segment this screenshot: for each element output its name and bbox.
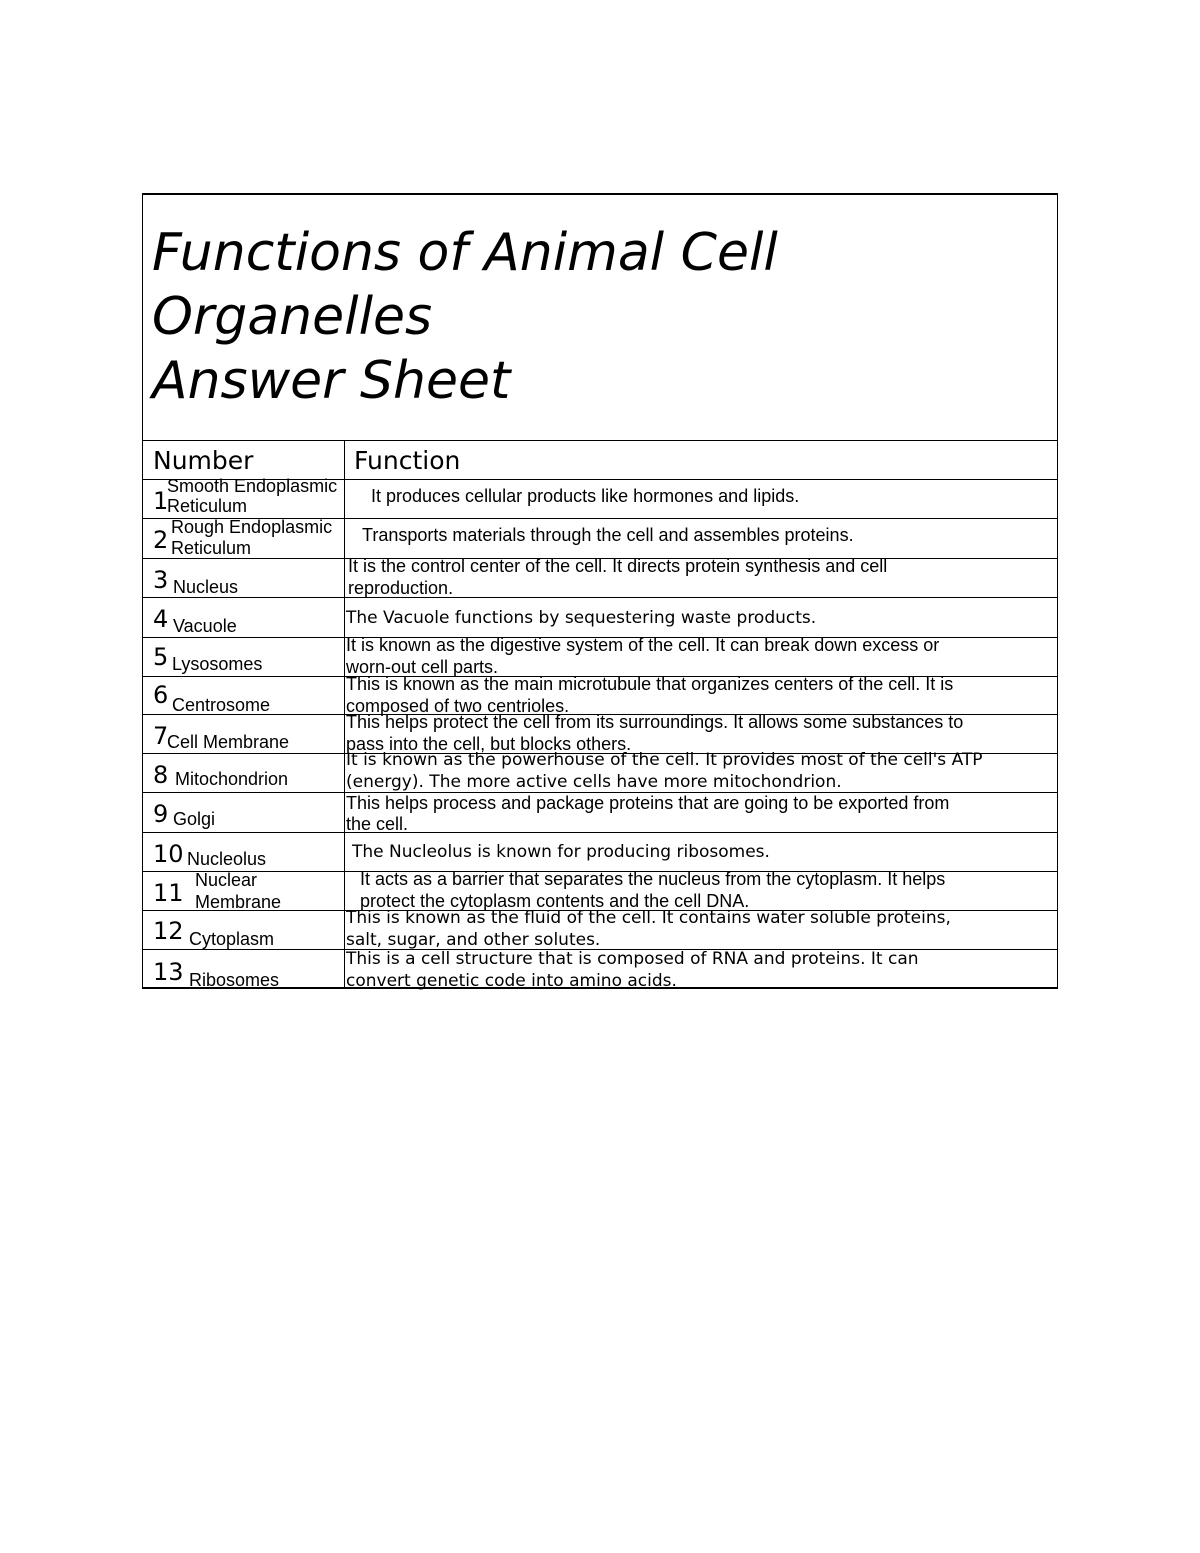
- function-text-line2: salt, sugar, and other solutes.: [346, 930, 601, 950]
- table-row: [143, 635, 1057, 677]
- table-row: [143, 950, 1057, 989]
- organelle-name: Cell Membrane: [167, 732, 290, 752]
- row-number: 13: [153, 958, 184, 986]
- function-text: This is a cell structure that is composed of RNA and proteins. It can: [346, 949, 919, 969]
- title-line-3: Answer Sheet: [152, 351, 511, 411]
- function-text: This is known as the fluid of the cell. It contains water soluble proteins,: [346, 908, 951, 928]
- title-line-1: Functions of Animal Cell: [152, 223, 778, 283]
- function-text-line2: composed of two centrioles.: [346, 696, 570, 716]
- organelle-name: Mitochondrion: [175, 769, 289, 789]
- table-row: [143, 476, 1057, 519]
- function-text-line2: protect the cytoplasm contents and the cell DNA.: [360, 891, 750, 911]
- organelle-name-line2: Reticulum: [167, 496, 248, 516]
- function-text-line2: pass into the cell, but blocks others.: [346, 734, 632, 754]
- header-number: Number: [153, 446, 254, 475]
- function-text: It acts as a barrier that separates the nucleus from the cytoplasm. It helps: [360, 869, 946, 889]
- row-number: 11: [153, 879, 184, 907]
- row-number: 4: [153, 605, 169, 633]
- header-row: [143, 441, 1057, 480]
- header-function: Function: [354, 446, 461, 475]
- function-text: The Vacuole functions by sequestering waste products.: [346, 608, 817, 628]
- function-text-line2: worn-out cell parts.: [346, 657, 499, 677]
- table-row: [143, 793, 1057, 833]
- row-number: 5: [153, 643, 169, 671]
- function-text-line2: reproduction.: [348, 578, 454, 598]
- table-row: [143, 750, 1057, 793]
- organelle-name-line2: Membrane: [195, 892, 282, 912]
- function-text-line2: convert genetic code into amino acids.: [346, 971, 677, 991]
- organelle-name: Lysosomes: [172, 654, 263, 674]
- title-cell: [143, 195, 1057, 441]
- organelle-name-line2: Reticulum: [171, 538, 252, 558]
- answer-sheet-table: [142, 193, 1058, 989]
- row-number: 6: [153, 681, 169, 709]
- table-row: [143, 519, 1057, 559]
- organelle-name: Nucleus: [173, 577, 239, 597]
- function-text: This is known as the main microtubule that organizes centers of the cell. It is: [346, 674, 954, 694]
- table-row: [143, 908, 1057, 950]
- function-text-line2: (energy). The more active cells have more mitochondrion.: [346, 772, 842, 792]
- row-number: 10: [153, 840, 184, 868]
- function-text: It is known as the digestive system of the cell. It can break down excess or: [346, 635, 940, 655]
- row-number: 2: [153, 526, 169, 554]
- function-text: It is the control center of the cell. It directs protein synthesis and cell: [348, 556, 888, 576]
- function-text: It is known as the powerhouse of the cell. It provides most of the cell's ATP: [346, 750, 983, 770]
- function-text: This helps protect the cell from its surroundings. It allows some substances to: [346, 712, 964, 732]
- row-number: 7: [153, 722, 169, 750]
- function-text: The Nucleolus is known for producing ribosomes.: [352, 842, 770, 862]
- organelle-name: Cytoplasm: [189, 929, 275, 949]
- organelle-name: Nucleolus: [187, 849, 267, 869]
- row-number: 9: [153, 800, 169, 828]
- organelle-name: Rough Endoplasmic: [171, 517, 333, 537]
- organelle-name: Ribosomes: [189, 970, 280, 990]
- function-text: Transports materials through the cell and assembles proteins.: [362, 525, 854, 545]
- row-number: 1: [153, 487, 169, 515]
- table-row: [143, 556, 1057, 598]
- row-number: 12: [153, 917, 184, 945]
- organelle-name: Vacuole: [173, 616, 237, 636]
- organelle-name: Centrosome: [172, 695, 271, 715]
- function-text: It produces cellular products like hormones and lipids.: [371, 486, 800, 506]
- title-line-2: Organelles: [152, 287, 433, 347]
- table-row: [143, 833, 1057, 872]
- organelle-name: Golgi: [173, 809, 216, 829]
- table-row: [143, 674, 1057, 716]
- organelle-name: Smooth Endoplasmic: [167, 476, 338, 496]
- table-row: [143, 869, 1057, 912]
- table-row: [143, 598, 1057, 638]
- organelle-name: Nuclear: [195, 870, 258, 890]
- function-text-line2: the cell.: [346, 814, 409, 834]
- row-number: 8: [153, 761, 169, 789]
- function-text: This helps process and package proteins that are going to be exported from: [346, 793, 950, 813]
- row-number: 3: [153, 566, 169, 594]
